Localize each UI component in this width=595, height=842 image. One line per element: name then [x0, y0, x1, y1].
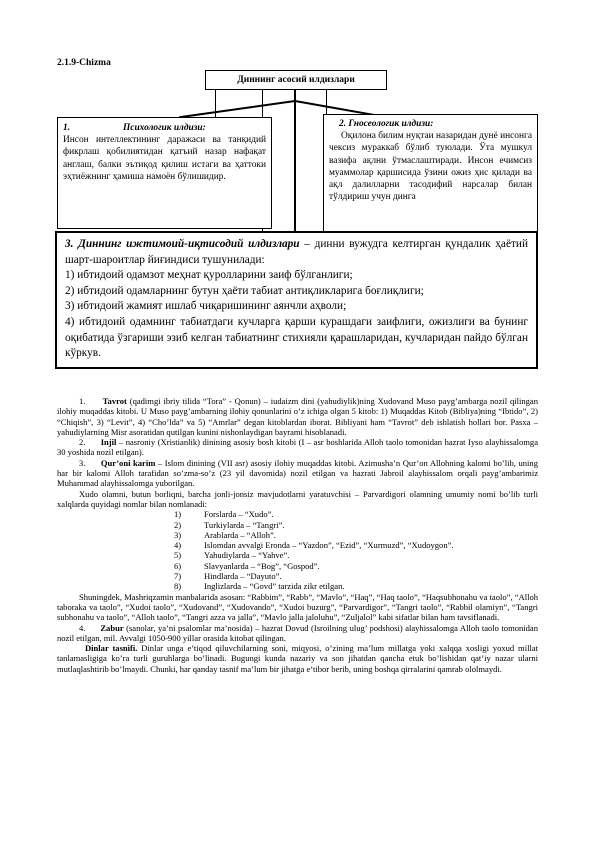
box2-heading: 2. Гносеологик илдизи: — [339, 119, 434, 129]
gnoseological-root-box — [323, 114, 538, 232]
list-item: 1) Forslarda – “Xudo”. — [174, 509, 274, 520]
list-item: 4) Islomdan avvalgi Eronda – “Yazdon”, “Ezid”, “Xurmuzd”, “Xudoygon”. — [174, 540, 454, 551]
list-item: 3) Arablarda – “Alloh”. — [174, 529, 276, 540]
connector-line — [294, 89, 296, 232]
box1-text: Инсон интеллектининг даражаси ва танқидий фикрлаш қобилиятидан қатъий назар нафақат англаш, балки эътиқод қилиш истаги ва ҳаттоки эҳтиёжнинг ҳамиша намоён бўлишидир. — [63, 135, 266, 182]
list-item: 5) Yahudiylarda – “Yahve”. — [174, 550, 290, 561]
paragraph-names: Shuningdek, Mashriqzamin manbalarida asosan: “Rabbim”, “Rabb”, “Mavlo”, “Haq”, “Haq taolo”, “Haqsubhonahu va taolo”, “Alloh taboraka va taolo”, “Xudoi taolo”, “Xudovand”, “Xudovando”, “Xudoi buzurg”, “Parvardigor”, “Tangri taolo”, “Rabbil olamiyn”, “Tangri subhonahu va taolo”, “Alloh taolo”, “Tangri azza va jalla”, “Mavlo jalla jaloluhu”, “Zuljalol” kabi sifatlar bilan ham tavsiflanadi. — [57, 591, 538, 623]
box2-text: Оқилона билим нуқтаи назаридан дунё инсонга чексиз мураккаб бўлиб туюлади. Ўта мушкул вазифа ақлни ўтмаслаштиради. Инсон ечимсиз муаммолар қаршисида ўзини ожиз ҳис қилади ва ақл далилларни тасодифий нарсалар билан тўлдириш учун динга — [329, 131, 532, 203]
psychological-root-box — [57, 117, 272, 229]
box3-item: 1) ибтидоий одамзот меҳнат қуролларини заиф бўлганлиги; — [65, 269, 353, 282]
paragraph-injil: 2. Injil – nasroniy (Xristianlik) dinining asosiy bosh kitobi (I – asr boshlarida Alloh taolo tomonidan hazrat Iyso alayhissalomga 30 yoshida nozil etilgan). — [57, 437, 538, 458]
connector-line — [215, 89, 216, 117]
paragraph-quran: 3. Qur’oni karim – Islom dinining (VII asr) asosiy ilohiy muqaddas kitobi. Azimusha’n Qur’on Allohning kalomi bo’lib, uning har bir kalomi Alloh tarafidan so’zma-so’z (23 yil davomida) nozil etilgan va hazrati Jabroil alayhissalom orqali payg’ambarimiz Muhammad alayhissalomga yuborilgan. — [57, 457, 538, 489]
box1-heading: Психологик илдизи: — [123, 123, 206, 133]
connector-line — [179, 100, 295, 118]
list-item: 7) Hindlarda – “Dayuto”. — [174, 571, 282, 582]
diagram-title: Диннинг асосий илдизлари — [205, 70, 387, 90]
box1-number: 1. — [63, 123, 71, 133]
paragraph-tavrot: 1. Tavrot (qadimgi ibriy tilida “Tora” - Qonun) – iudaizm dini (yahudiylik)ning Xudovand Muso payg’ambarga nozil qilingan ilohiy muqaddas kitobi. U Muso payg’ambarning ilohiy qonunlarini o’z ichiga olgan 5 kitob: 1) Muqaddas Kitob (Bibliya)ning “Ibtido”, 2) “Chiqish”, 3) “Levit”, 4) “Cho’lda” va 5) “Amrlar” degan kitoblardan iborat. Bibliyani ham “Tavrot” deb ishlatish hollari bor. Pasxa – yahudiylarning Misr asoratidan qutilgan kunini nishonlaydigan bayrami hisoblanadi. — [57, 396, 538, 437]
names-list — [57, 509, 538, 591]
list-item: 8) Inglizlarda – “Govd” tarzida zikr etilgan. — [174, 581, 345, 592]
connector-line — [326, 89, 327, 115]
figure-label: 2.1.9-Chizma — [57, 58, 111, 68]
socioeconomic-root-box — [55, 231, 538, 369]
box3-item: 4) ибтидоий одамнинг табиатдаги кучларга қарши курашдаги заифлиги, ожизлиги ва бунинг оқибатида ўзгариши эзиб келган табиатнинг стихияли қарашларидан, кучларидан пайдо бўлган кўркув. — [65, 315, 528, 360]
list-item: 2) Turkiylarda – “Tangri”. — [174, 519, 285, 530]
paragraph-classification: Dinlar tasnifi. Dinlar unga e’tiqod qiluvchilarning soni, miqyosi, o’zining ma’lum millatga yoki xalqqa xosligi yoxud millat tanlamasligiga ko’ra turli guruhlarga bo’linadi. Bugungi kunda nazariy va son jihatdan qancha etuk bo’lishidan qat’iy nazar ularni mutlaqlashtirib bo’lmaydi. Chunki, har qanday tasnif ma’lum bir jihatga e’tibor berib, uning boshqa qirralarini qamrab ololmaydi. — [57, 643, 538, 674]
box3-item: 3) ибтидоий жамият ишлаб чиқаришининг аянчли аҳволи; — [65, 300, 347, 313]
paragraph-zabur: 4. Zabur (sanolar, ya’ni psalomlar ma’nosida) – hazrat Dovud (Isroilning ulug’ podshosi) alayhissalomga Alloh taolo tomonidan nozil etilgan, mil. Avvalgi 1050-900 yillar orasida kitobat qilingan. — [57, 622, 538, 643]
box3-item: 2) ибтидоий одамларнинг бутун ҳаёти табиат антиқликларига боғлиқлиги; — [65, 284, 424, 297]
list-item: 6) Slavyanlarda – “Bog”, “Gospod”. — [174, 560, 320, 571]
body-text — [57, 396, 538, 674]
box3-heading: 3. Диннинг ижтимоий-иқтисодий илдизлари — [65, 238, 300, 250]
box3-intro: – динни вужудга келтирган қундалик ҳаётий шарт-шароитлар йиғиндиси тушунилади: — [65, 238, 528, 266]
paragraph-xudo: Xudo olamni, butun borliqni, barcha jonli-jonsiz mavjudotlarni yaratuvchisi – Parvardigori olamning umumiy nomi bo’lib turli xalqlarda quyidagi nomlar bilan nomlanadi: — [57, 488, 538, 509]
